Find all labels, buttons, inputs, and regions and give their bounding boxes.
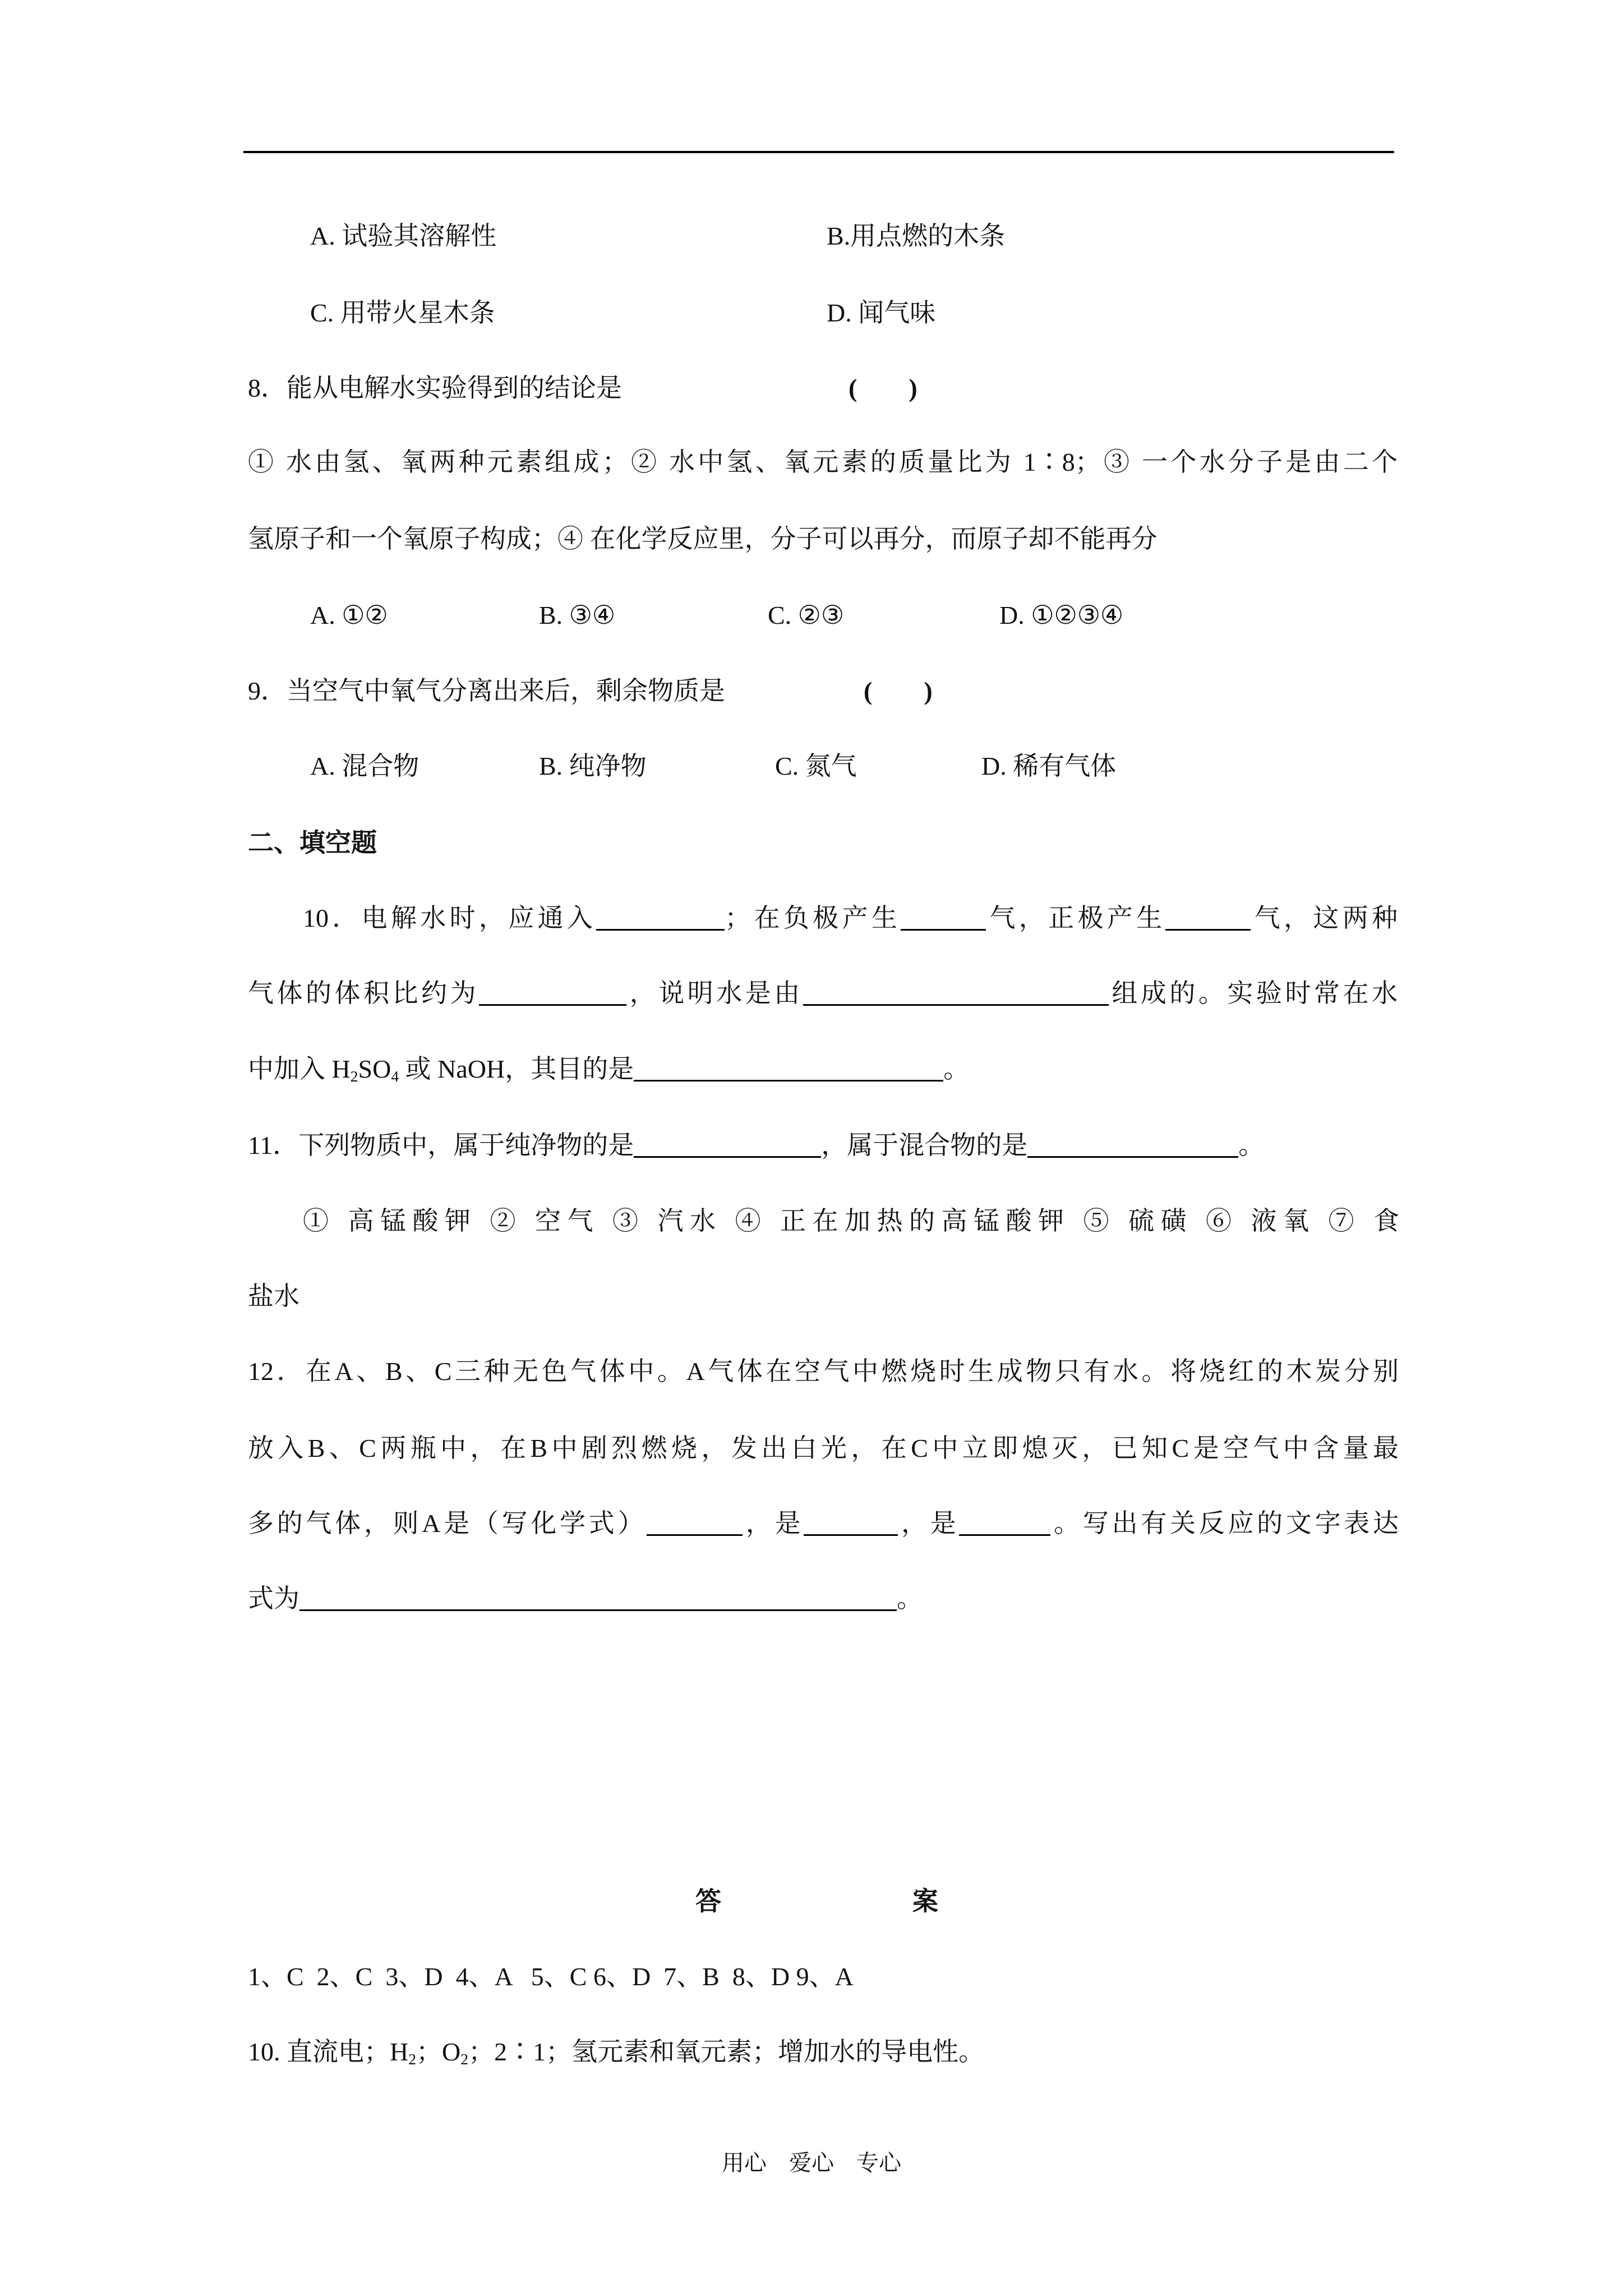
- q7-option-c: C. 用带火星木条: [310, 298, 495, 327]
- answer-text: ；O: [416, 2037, 461, 2066]
- answers-choice-list: 1、C 2、C 3、D 4、A 5、C 6、D 7、B 8、D 9、A: [248, 1962, 854, 1991]
- q10-text: 。: [943, 1055, 970, 1083]
- q10-line-3: [248, 1052, 969, 1086]
- answers-title-char-2: 案: [912, 1887, 938, 1916]
- answer-blank: [479, 982, 626, 1006]
- answer-text: 10. 直流电；H: [248, 2037, 409, 2066]
- q10-text: 10．电解水时，应通入: [303, 904, 597, 932]
- answer-blank: [596, 907, 725, 931]
- q8-option-d: D. ①②③④: [999, 601, 1124, 629]
- q8-answer-paren: ( ): [849, 374, 917, 402]
- q12-text: ，是: [743, 1509, 804, 1538]
- q11-text: 。: [1238, 1131, 1265, 1159]
- answer-blank: [647, 1512, 743, 1536]
- formula-h2so4: [332, 1055, 399, 1083]
- q10-text: 气，正极产生: [986, 904, 1166, 932]
- formula-subscript: 2: [350, 1067, 358, 1085]
- q8-statements-line-1: ① 水由氢、氧两种元素组成；② 水中氢、氧元素的质量比为 1∶8；③ 一个水分子是由二个: [248, 448, 1398, 476]
- q12-text: 。写出有关反应的文字表达: [1050, 1509, 1399, 1538]
- q7-option-b: B.用点燃的木条: [827, 222, 1006, 250]
- answer-text: ；2∶1；氢元素和氧元素；增加水的导电性。: [468, 2037, 985, 2066]
- q10-line-1: [303, 901, 1398, 935]
- q7-option-a: A. 试验其溶解性: [310, 222, 497, 250]
- page-footer: 用心 爱心 专心: [722, 2150, 901, 2175]
- q9-option-c: C. 氮气: [775, 752, 857, 780]
- q12-line-4: [248, 1582, 923, 1616]
- q10-text: 或 NaOH，其目的是: [399, 1055, 634, 1083]
- answer-blank: [803, 982, 1109, 1006]
- answers-q10: [248, 2035, 984, 2069]
- formula-subscript: 4: [391, 1067, 399, 1085]
- q10-text: 气体的体积比约为: [248, 979, 479, 1007]
- q10-text: 组成的。实验时常在水: [1108, 979, 1398, 1007]
- q8-option-b: B. ③④: [539, 601, 616, 629]
- answer-blank: [634, 1134, 821, 1158]
- q11-line-1: [248, 1129, 1264, 1162]
- answer-blank: [804, 1512, 898, 1536]
- q11-substance-list-cont: 盐水: [248, 1282, 299, 1310]
- q10-line-2: [248, 977, 1398, 1010]
- formula-subscript: 2: [408, 2050, 417, 2068]
- formula-subscript: 2: [460, 2050, 469, 2068]
- formula-part: SO: [358, 1055, 391, 1083]
- answer-blank: [634, 1057, 943, 1082]
- answer-blank: [901, 907, 986, 931]
- q10-text: 中加入: [248, 1055, 332, 1083]
- answer-blank: [959, 1512, 1050, 1536]
- q9-option-d: D. 稀有气体: [981, 752, 1117, 780]
- q12-text: ，是: [898, 1509, 960, 1538]
- section-title-fill-in: 二、填空题: [248, 829, 377, 857]
- q8-option-c: C. ②③: [768, 601, 845, 629]
- header-rule: [243, 151, 1394, 153]
- answer-blank: [1027, 1134, 1238, 1158]
- q12-text: 。: [897, 1584, 923, 1613]
- q9-answer-paren: ( ): [864, 677, 933, 705]
- formula-part: H: [331, 1055, 351, 1083]
- q8-option-a: A. ①②: [310, 601, 388, 629]
- q9-option-b: B. 纯净物: [539, 752, 647, 780]
- q9-option-a: A. 混合物: [310, 752, 419, 780]
- q11-text: 11．下列物质中，属于纯净物的是: [248, 1131, 634, 1159]
- q9-stem: 9．当空气中氧气分离出来后，剩余物质是: [248, 677, 725, 705]
- q12-text: 多的气体，则A是（写化学式）: [248, 1509, 647, 1538]
- q11-substance-list: ① 高锰酸钾 ② 空气 ③ 汽水 ④ 正在加热的高锰酸钾 ⑤ 硫磺 ⑥ 液氧 ⑦ 食: [303, 1207, 1399, 1235]
- q12-line-1: 12．在A、B、C三种无色气体中。A气体在空气中燃烧时生成物只有水。将烧红的木炭分别: [248, 1357, 1399, 1386]
- answers-title-char-1: 答: [695, 1887, 721, 1916]
- q12-text: 式为: [248, 1584, 299, 1613]
- q12-line-2: 放入B、C两瓶中，在B中剧烈燃烧，发出白光，在C中立即熄灭，已知C是空气中含量最: [248, 1434, 1399, 1462]
- answer-blank: [299, 1587, 897, 1611]
- q7-option-d: D. 闻气味: [827, 298, 936, 327]
- q10-text: 气，这两种: [1251, 904, 1398, 932]
- q8-statements-line-2: 氢原子和一个氧原子构成；④ 在化学反应里，分子可以再分，而原子却不能再分: [248, 524, 1158, 553]
- q11-text: ，属于混合物的是: [821, 1131, 1028, 1159]
- answer-blank: [1165, 907, 1251, 931]
- q10-text: ，说明水是由: [626, 979, 803, 1007]
- q8-stem: 8．能从电解水实验得到的结论是: [248, 374, 622, 402]
- q10-text: ；在负极产生: [725, 904, 901, 932]
- q12-line-3: [248, 1507, 1399, 1540]
